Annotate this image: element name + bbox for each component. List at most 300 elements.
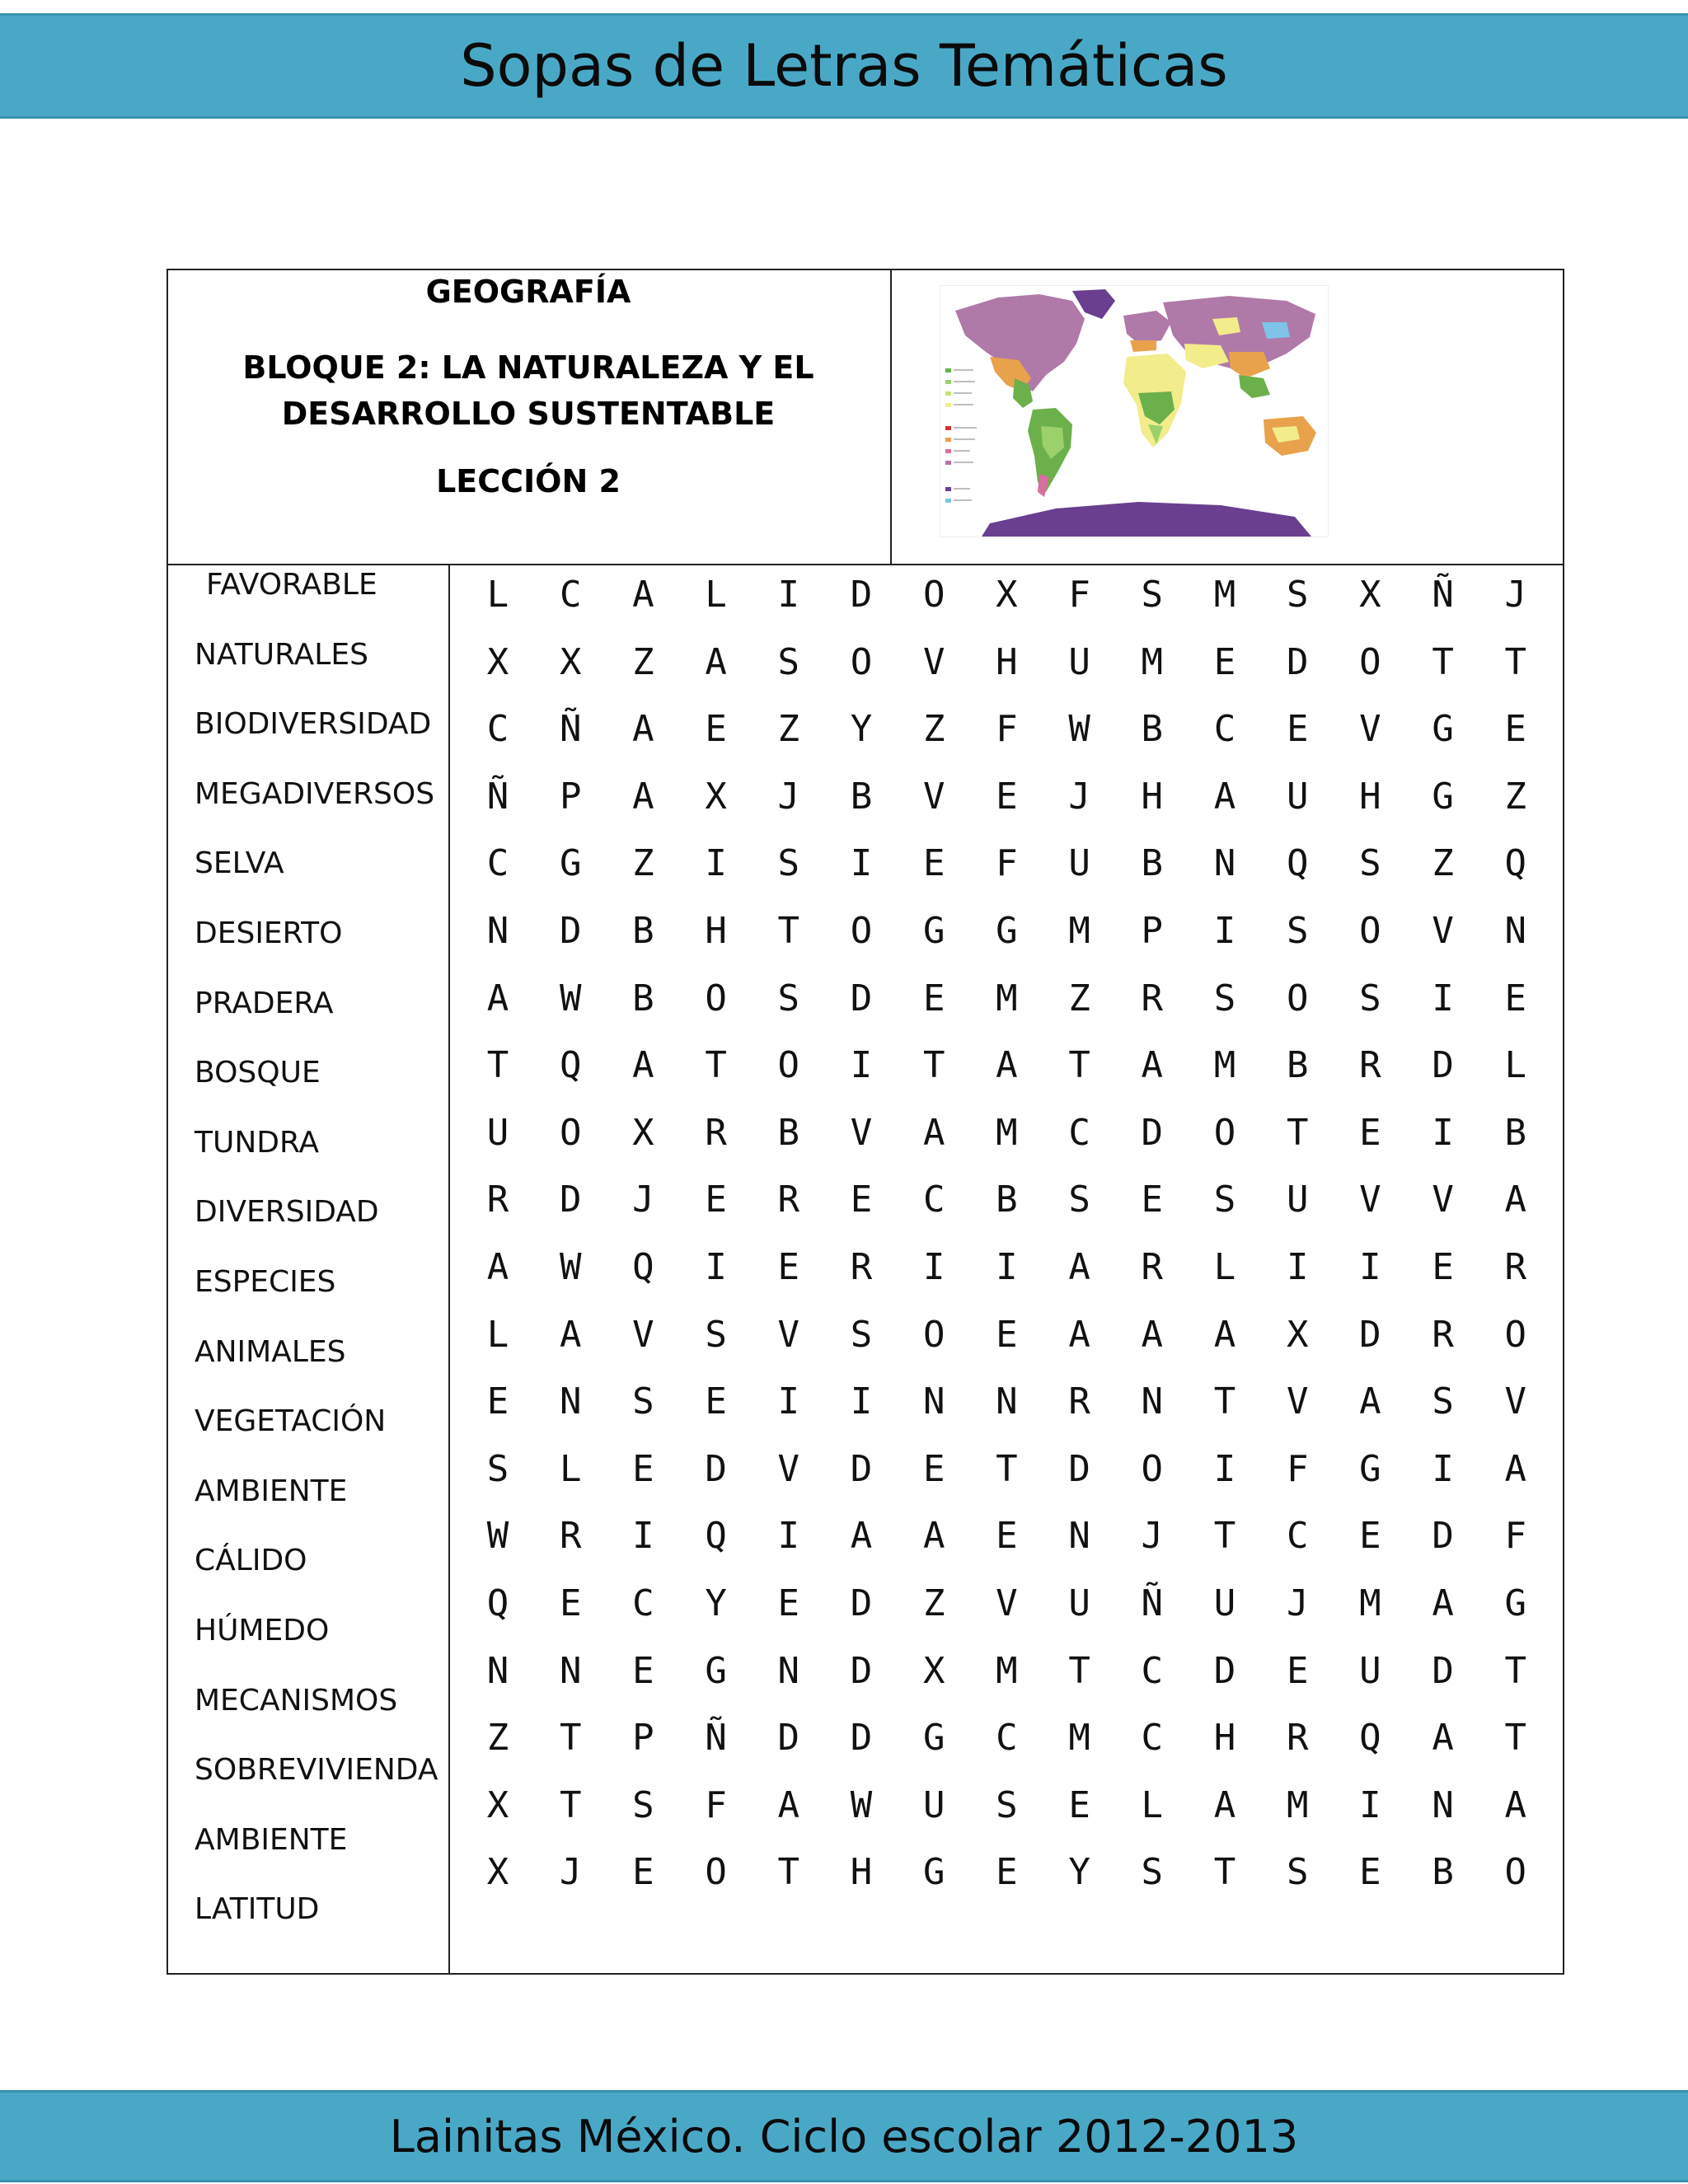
grid-letter[interactable]: B [632,910,654,952]
grid-letter[interactable]: O [1141,1447,1164,1490]
grid-letter[interactable]: R [559,1515,582,1558]
grid-letter[interactable]: T [1213,1851,1236,1894]
grid-letter[interactable]: Z [1068,977,1090,1019]
grid-letter[interactable]: A [1141,1044,1164,1087]
grid-letter[interactable]: A [1359,1380,1381,1423]
grid-letter[interactable]: C [996,1717,1018,1760]
grid-letter[interactable]: S [1141,1851,1164,1894]
grid-letter[interactable]: S [1213,977,1236,1019]
grid-letter[interactable]: C [1068,1111,1090,1154]
grid-letter[interactable]: O [705,1851,727,1894]
grid-letter[interactable]: O [1504,1851,1527,1894]
grid-letter[interactable]: Z [632,842,654,885]
grid-letter[interactable]: I [705,1246,727,1288]
grid-letter[interactable]: A [1432,1717,1454,1760]
grid-letter[interactable]: E [559,1582,582,1624]
grid-letter[interactable]: V [922,640,945,683]
grid-letter[interactable]: N [1141,1380,1164,1423]
grid-letter[interactable]: Ñ [1141,1582,1164,1624]
grid-letter[interactable]: A [850,1515,873,1558]
grid-letter[interactable]: F [996,842,1018,885]
grid-letter[interactable]: E [1141,1179,1164,1221]
grid-letter[interactable]: S [850,1313,873,1356]
grid-letter[interactable]: B [1141,842,1164,885]
grid-letter[interactable]: M [996,1111,1018,1154]
grid-letter[interactable]: D [850,1649,873,1692]
grid-letter[interactable]: I [996,1246,1018,1288]
grid-letter[interactable]: H [1359,775,1381,818]
grid-letter[interactable]: V [1359,1179,1381,1221]
grid-letter[interactable]: B [1504,1111,1527,1154]
grid-letter[interactable]: J [1141,1515,1164,1558]
grid-letter[interactable]: E [1359,1515,1381,1558]
grid-letter[interactable]: M [1213,1044,1236,1087]
grid-letter[interactable]: V [996,1582,1018,1624]
grid-letter[interactable]: F [1286,1447,1309,1490]
grid-letter[interactable]: S [632,1783,654,1826]
grid-letter[interactable]: N [559,1380,582,1423]
grid-letter[interactable]: E [486,1380,509,1423]
grid-letter[interactable]: F [1068,574,1090,616]
grid-letter[interactable]: T [1504,1717,1527,1760]
grid-letter[interactable]: Y [850,708,873,751]
grid-letter[interactable]: O [1359,640,1381,683]
grid-letter[interactable]: C [632,1582,654,1624]
grid-letter[interactable]: N [1213,842,1236,885]
grid-letter[interactable]: F [705,1783,727,1826]
grid-letter[interactable]: N [1432,1783,1454,1826]
grid-letter[interactable]: G [922,1851,945,1894]
grid-letter[interactable]: Z [1504,775,1527,818]
grid-letter[interactable]: Q [1359,1717,1381,1760]
grid-letter[interactable]: M [1068,1717,1090,1760]
grid-letter[interactable]: X [632,1111,654,1154]
grid-letter[interactable]: A [777,1783,800,1826]
grid-letter[interactable]: T [1286,1111,1309,1154]
grid-letter[interactable]: S [486,1447,509,1490]
grid-letter[interactable]: L [1504,1044,1527,1087]
grid-letter[interactable]: T [922,1044,945,1087]
grid-letter[interactable]: D [559,1179,582,1221]
grid-letter[interactable]: J [632,1179,654,1221]
grid-letter[interactable]: B [996,1179,1018,1221]
grid-letter[interactable]: D [1432,1515,1454,1558]
grid-letter[interactable]: E [705,708,727,751]
grid-letter[interactable]: R [1359,1044,1381,1087]
grid-letter[interactable]: I [1286,1246,1309,1288]
grid-letter[interactable]: J [559,1851,582,1894]
grid-letter[interactable]: A [486,1246,509,1288]
grid-letter[interactable]: T [1213,1380,1236,1423]
grid-letter[interactable]: W [486,1515,509,1558]
grid-letter[interactable]: J [1504,574,1527,616]
grid-letter[interactable]: V [850,1111,873,1154]
grid-letter[interactable]: D [1286,640,1309,683]
grid-letter[interactable]: E [1504,708,1527,751]
grid-letter[interactable]: T [559,1783,582,1826]
grid-letter[interactable]: C [1141,1649,1164,1692]
grid-letter[interactable]: F [1504,1515,1527,1558]
grid-letter[interactable]: P [559,775,582,818]
grid-letter[interactable]: V [777,1447,800,1490]
grid-letter[interactable]: R [1286,1717,1309,1760]
grid-letter[interactable]: A [632,1044,654,1087]
grid-letter[interactable]: C [1213,708,1236,751]
grid-letter[interactable]: I [1213,910,1236,952]
grid-letter[interactable]: T [996,1447,1018,1490]
grid-letter[interactable]: N [1068,1515,1090,1558]
grid-letter[interactable]: T [777,910,800,952]
grid-letter[interactable]: A [1432,1582,1454,1624]
grid-letter[interactable]: A [632,708,654,751]
grid-letter[interactable]: I [632,1515,654,1558]
grid-letter[interactable]: W [1068,708,1090,751]
grid-letter[interactable]: I [777,1515,800,1558]
grid-letter[interactable]: O [922,1313,945,1356]
grid-letter[interactable]: Ñ [486,775,509,818]
grid-letter[interactable]: X [486,1851,509,1894]
grid-letter[interactable]: V [632,1313,654,1356]
grid-letter[interactable]: E [1359,1111,1381,1154]
grid-letter[interactable]: A [632,775,654,818]
grid-letter[interactable]: L [559,1447,582,1490]
grid-letter[interactable]: R [850,1246,873,1288]
grid-letter[interactable]: Q [1286,842,1309,885]
grid-letter[interactable]: Ñ [1432,574,1454,616]
grid-letter[interactable]: M [1213,574,1236,616]
grid-letter[interactable]: U [1359,1649,1381,1692]
grid-letter[interactable]: U [1068,1582,1090,1624]
grid-letter[interactable]: G [996,910,1018,952]
grid-letter[interactable]: I [1432,1111,1454,1154]
grid-letter[interactable]: S [705,1313,727,1356]
grid-letter[interactable]: B [1286,1044,1309,1087]
grid-letter[interactable]: D [1432,1044,1454,1087]
grid-letter[interactable]: H [1141,775,1164,818]
grid-letter[interactable]: J [1068,775,1090,818]
grid-letter[interactable]: T [1504,640,1527,683]
grid-letter[interactable]: O [1504,1313,1527,1356]
grid-letter[interactable]: L [486,574,509,616]
grid-letter[interactable]: N [1504,910,1527,952]
grid-letter[interactable]: A [1504,1179,1527,1221]
grid-letter[interactable]: C [922,1179,945,1221]
grid-letter[interactable]: G [922,910,945,952]
grid-letter[interactable]: T [705,1044,727,1087]
grid-letter[interactable]: G [1504,1582,1527,1624]
grid-letter[interactable]: I [1432,977,1454,1019]
grid-letter[interactable]: Y [1068,1851,1090,1894]
grid-letter[interactable]: O [850,910,873,952]
grid-letter[interactable]: I [850,1380,873,1423]
grid-letter[interactable]: H [850,1851,873,1894]
grid-letter[interactable]: D [705,1447,727,1490]
grid-letter[interactable]: E [632,1447,654,1490]
grid-letter[interactable]: J [777,775,800,818]
grid-letter[interactable]: S [1141,574,1164,616]
grid-letter[interactable]: V [1432,910,1454,952]
grid-letter[interactable]: Q [559,1044,582,1087]
grid-letter[interactable]: D [1213,1649,1236,1692]
grid-letter[interactable]: I [777,1380,800,1423]
grid-letter[interactable]: G [1359,1447,1381,1490]
grid-letter[interactable]: B [1141,708,1164,751]
grid-letter[interactable]: G [922,1717,945,1760]
grid-letter[interactable]: S [1213,1179,1236,1221]
grid-letter[interactable]: F [996,708,1018,751]
grid-letter[interactable]: X [486,1783,509,1826]
grid-letter[interactable]: X [922,1649,945,1692]
grid-letter[interactable]: I [1359,1246,1381,1288]
grid-letter[interactable]: R [1068,1380,1090,1423]
grid-letter[interactable]: S [996,1783,1018,1826]
grid-letter[interactable]: T [559,1717,582,1760]
grid-letter[interactable]: E [922,842,945,885]
grid-letter[interactable]: I [1213,1447,1236,1490]
grid-letter[interactable]: D [850,1447,873,1490]
grid-letter[interactable]: B [1432,1851,1454,1894]
grid-letter[interactable]: I [1359,1783,1381,1826]
grid-letter[interactable]: R [705,1111,727,1154]
grid-letter[interactable]: T [1213,1515,1236,1558]
grid-letter[interactable]: E [1213,640,1236,683]
grid-letter[interactable]: Y [705,1582,727,1624]
grid-letter[interactable]: E [1504,977,1527,1019]
grid-letter[interactable]: Ñ [559,708,582,751]
grid-letter[interactable]: B [632,977,654,1019]
grid-letter[interactable]: T [1504,1649,1527,1692]
grid-letter[interactable]: A [486,977,509,1019]
grid-letter[interactable]: E [1286,708,1309,751]
grid-letter[interactable]: A [996,1044,1018,1087]
grid-letter[interactable]: D [1432,1649,1454,1692]
grid-letter[interactable]: E [632,1649,654,1692]
grid-letter[interactable]: A [1504,1783,1527,1826]
grid-letter[interactable]: R [486,1179,509,1221]
grid-letter[interactable]: C [1141,1717,1164,1760]
grid-letter[interactable]: Z [632,640,654,683]
grid-letter[interactable]: V [1432,1179,1454,1221]
grid-letter[interactable]: D [1141,1111,1164,1154]
grid-letter[interactable]: D [777,1717,800,1760]
grid-letter[interactable]: I [705,842,727,885]
grid-letter[interactable]: I [922,1246,945,1288]
grid-letter[interactable]: E [705,1179,727,1221]
grid-letter[interactable]: E [850,1179,873,1221]
grid-letter[interactable]: O [1213,1111,1236,1154]
grid-letter[interactable]: S [1286,910,1309,952]
grid-letter[interactable]: O [922,574,945,616]
grid-letter[interactable]: R [1504,1246,1527,1288]
grid-letter[interactable]: O [1359,910,1381,952]
grid-letter[interactable]: O [850,640,873,683]
grid-letter[interactable]: A [1213,1783,1236,1826]
grid-letter[interactable]: O [1286,977,1309,1019]
grid-letter[interactable]: D [1359,1313,1381,1356]
grid-letter[interactable]: C [559,574,582,616]
grid-letter[interactable]: S [1286,1851,1309,1894]
grid-letter[interactable]: X [996,574,1018,616]
grid-letter[interactable]: M [996,1649,1018,1692]
grid-letter[interactable]: U [922,1783,945,1826]
grid-letter[interactable]: E [705,1380,727,1423]
grid-letter[interactable]: M [1068,910,1090,952]
grid-letter[interactable]: U [1068,842,1090,885]
grid-letter[interactable]: S [1068,1179,1090,1221]
grid-letter[interactable]: V [1504,1380,1527,1423]
grid-letter[interactable]: L [486,1313,509,1356]
grid-letter[interactable]: U [1286,775,1309,818]
grid-letter[interactable]: X [1359,574,1381,616]
grid-letter[interactable]: B [850,775,873,818]
grid-letter[interactable]: R [1141,1246,1164,1288]
grid-letter[interactable]: T [777,1851,800,1894]
grid-letter[interactable]: T [1068,1044,1090,1087]
grid-letter[interactable]: E [996,775,1018,818]
grid-letter[interactable]: E [1359,1851,1381,1894]
grid-letter[interactable]: I [850,1044,873,1087]
grid-letter[interactable]: S [777,842,800,885]
grid-letter[interactable]: U [486,1111,509,1154]
grid-letter[interactable]: C [486,708,509,751]
grid-letter[interactable]: A [705,640,727,683]
grid-letter[interactable]: X [705,775,727,818]
grid-letter[interactable]: U [1286,1179,1309,1221]
grid-letter[interactable]: H [996,640,1018,683]
grid-letter[interactable]: A [1504,1447,1527,1490]
grid-letter[interactable]: E [777,1582,800,1624]
grid-letter[interactable]: Z [1432,842,1454,885]
grid-letter[interactable]: N [777,1649,800,1692]
grid-letter[interactable]: E [1432,1246,1454,1288]
grid-letter[interactable]: A [1141,1313,1164,1356]
grid-letter[interactable]: T [1432,640,1454,683]
grid-letter[interactable]: N [922,1380,945,1423]
grid-letter[interactable]: X [559,640,582,683]
grid-letter[interactable]: S [1359,842,1381,885]
grid-letter[interactable]: D [850,1582,873,1624]
grid-letter[interactable]: E [996,1515,1018,1558]
grid-letter[interactable]: A [1068,1246,1090,1288]
grid-letter[interactable]: X [486,640,509,683]
grid-letter[interactable]: T [1068,1649,1090,1692]
grid-letter[interactable]: O [777,1044,800,1087]
grid-letter[interactable]: M [996,977,1018,1019]
grid-letter[interactable]: V [1359,708,1381,751]
grid-letter[interactable]: Q [486,1582,509,1624]
grid-letter[interactable]: D [559,910,582,952]
grid-letter[interactable]: E [922,1447,945,1490]
grid-letter[interactable]: Z [922,1582,945,1624]
grid-letter[interactable]: R [1141,977,1164,1019]
grid-letter[interactable]: U [1068,640,1090,683]
grid-letter[interactable]: G [559,842,582,885]
grid-letter[interactable]: A [1213,775,1236,818]
grid-letter[interactable]: Z [777,708,800,751]
grid-letter[interactable]: W [559,1246,582,1288]
grid-letter[interactable]: H [1213,1717,1236,1760]
grid-letter[interactable]: N [486,910,509,952]
grid-letter[interactable]: O [559,1111,582,1154]
grid-letter[interactable]: A [922,1111,945,1154]
grid-letter[interactable]: Q [705,1515,727,1558]
grid-letter[interactable]: E [996,1851,1018,1894]
grid-letter[interactable]: L [705,574,727,616]
grid-letter[interactable]: R [1432,1313,1454,1356]
grid-letter[interactable]: I [777,574,800,616]
grid-letter[interactable]: Q [1504,842,1527,885]
grid-letter[interactable]: Z [922,708,945,751]
grid-letter[interactable]: A [922,1515,945,1558]
grid-letter[interactable]: L [1213,1246,1236,1288]
grid-letter[interactable]: V [777,1313,800,1356]
grid-letter[interactable]: E [922,977,945,1019]
grid-letter[interactable]: M [1359,1582,1381,1624]
grid-letter[interactable]: S [1359,977,1381,1019]
grid-letter[interactable]: Z [486,1717,509,1760]
grid-letter[interactable]: D [1068,1447,1090,1490]
grid-letter[interactable]: N [559,1649,582,1692]
grid-letter[interactable]: E [632,1851,654,1894]
grid-letter[interactable]: N [996,1380,1018,1423]
grid-letter[interactable]: B [777,1111,800,1154]
grid-letter[interactable]: C [486,842,509,885]
grid-letter[interactable]: R [777,1179,800,1221]
grid-letter[interactable]: A [1213,1313,1236,1356]
grid-letter[interactable]: S [777,977,800,1019]
grid-letter[interactable]: G [705,1649,727,1692]
grid-letter[interactable]: A [632,574,654,616]
grid-letter[interactable]: G [1432,708,1454,751]
grid-letter[interactable]: U [1213,1582,1236,1624]
grid-letter[interactable]: O [705,977,727,1019]
grid-letter[interactable]: C [1286,1515,1309,1558]
grid-letter[interactable]: W [559,977,582,1019]
grid-letter[interactable]: D [850,574,873,616]
grid-letter[interactable]: E [1286,1649,1309,1692]
grid-letter[interactable]: E [996,1313,1018,1356]
grid-letter[interactable]: S [1286,574,1309,616]
grid-letter[interactable]: I [850,842,873,885]
grid-letter[interactable]: S [777,640,800,683]
grid-letter[interactable]: S [632,1380,654,1423]
grid-letter[interactable]: L [1141,1783,1164,1826]
grid-letter[interactable]: W [850,1783,873,1826]
grid-letter[interactable]: Q [632,1246,654,1288]
grid-letter[interactable]: M [1286,1783,1309,1826]
grid-letter[interactable]: E [777,1246,800,1288]
grid-letter[interactable]: A [559,1313,582,1356]
grid-letter[interactable]: G [1432,775,1454,818]
grid-letter[interactable]: P [1141,910,1164,952]
grid-letter[interactable]: H [705,910,727,952]
grid-letter[interactable]: Ñ [705,1717,727,1760]
grid-letter[interactable]: D [850,1717,873,1760]
grid-letter[interactable]: E [1068,1783,1090,1826]
grid-letter[interactable]: I [1432,1447,1454,1490]
grid-letter[interactable]: V [922,775,945,818]
grid-letter[interactable]: D [850,977,873,1019]
grid-letter[interactable]: A [1068,1313,1090,1356]
grid-letter[interactable]: T [486,1044,509,1087]
grid-letter[interactable]: P [632,1717,654,1760]
grid-letter[interactable]: X [1286,1313,1309,1356]
grid-letter[interactable]: M [1141,640,1164,683]
grid-letter[interactable]: S [1432,1380,1454,1423]
grid-letter[interactable]: V [1286,1380,1309,1423]
grid-letter[interactable]: J [1286,1582,1309,1624]
grid-letter[interactable]: N [486,1649,509,1692]
